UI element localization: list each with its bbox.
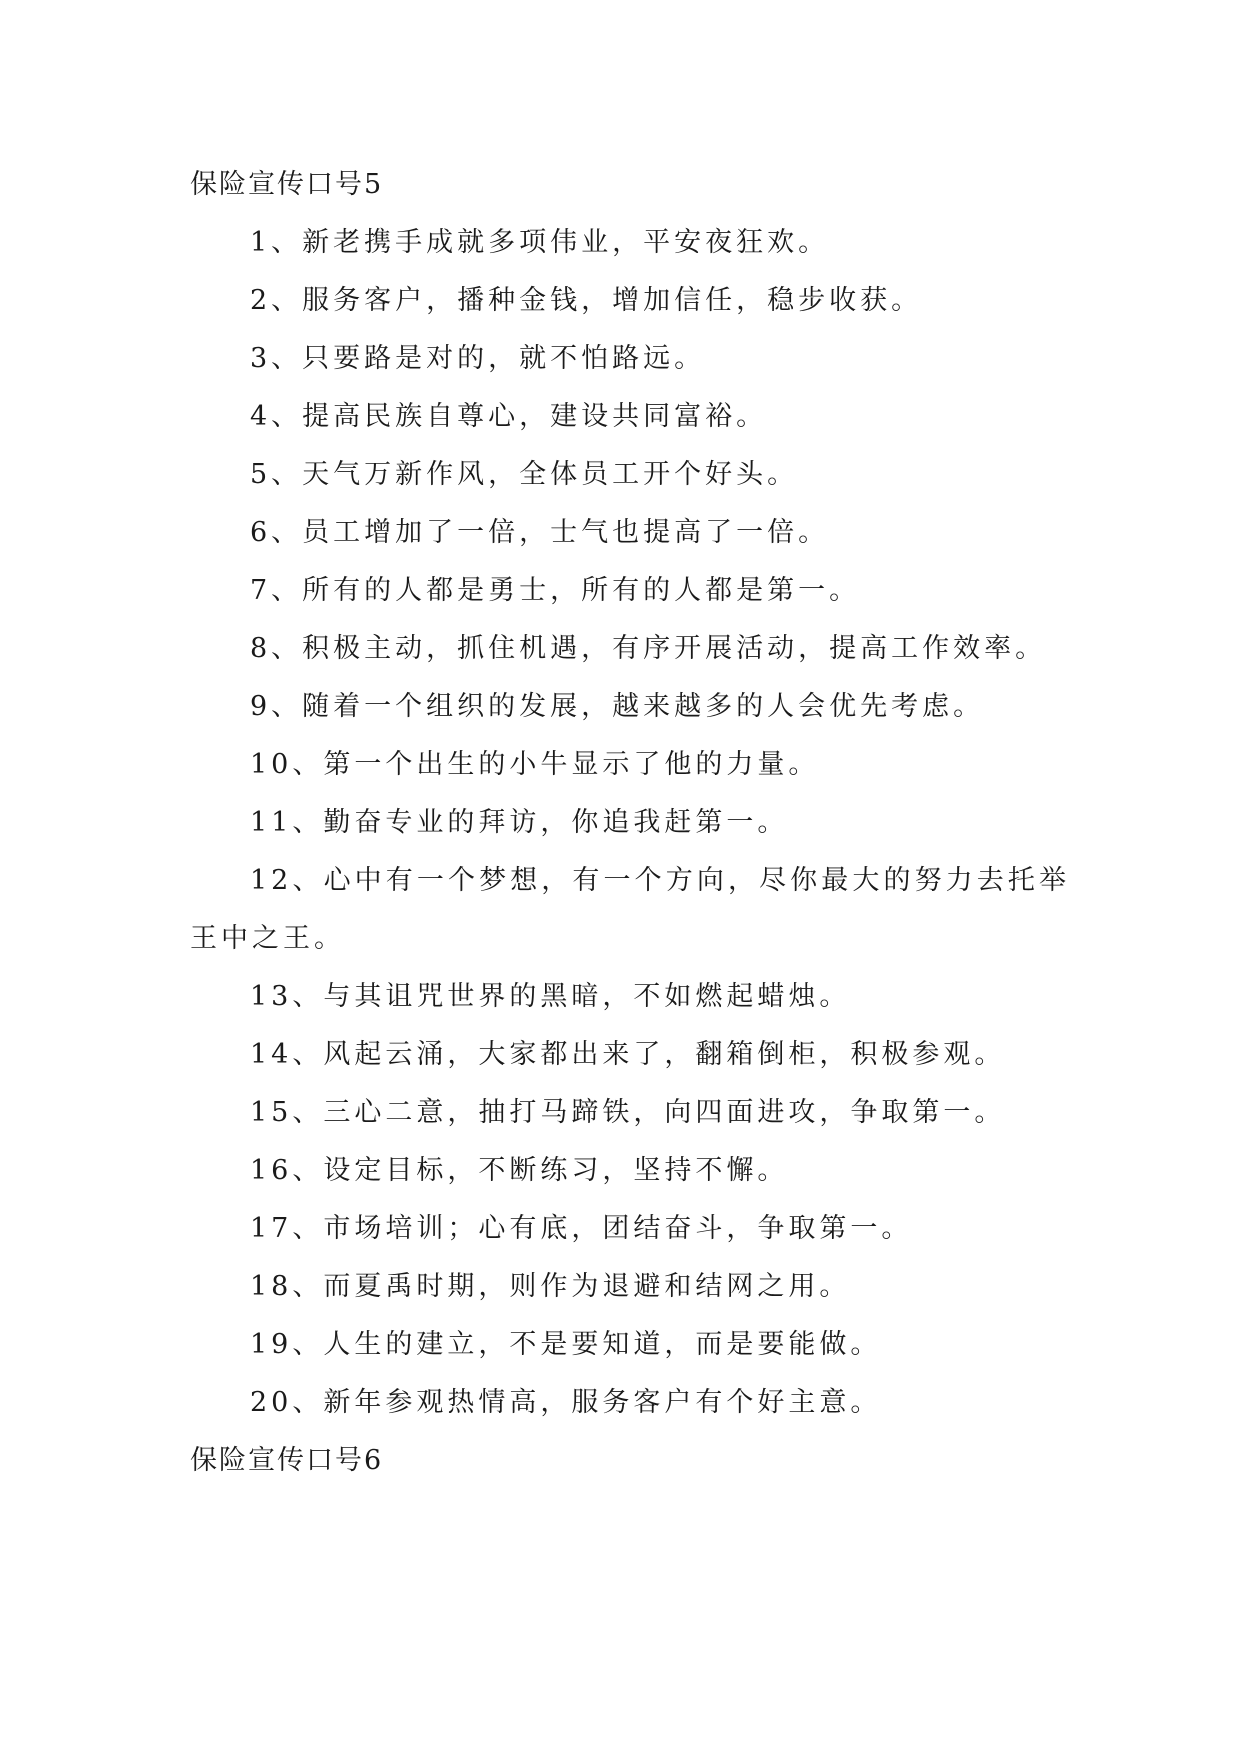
document-body <box>190 156 1070 1490</box>
list-item: 19、人生的建立，不是要知道，而是要能做。 <box>250 1329 882 1360</box>
list-item: 1、新老携手成就多项伟业，平安夜狂欢。 <box>250 227 830 258</box>
list-item: 5、天气万新作风，全体员工开个好头。 <box>250 459 799 490</box>
list-item: 15、三心二意，抽打马蹄铁，向四面进攻，争取第一。 <box>250 1097 1006 1128</box>
list-item: 12、心中有一个梦想，有一个方向，尽你最大的努力去托举王中之王。 <box>190 865 1070 954</box>
list-item: 13、与其诅咒世界的黑暗，不如燃起蜡烛。 <box>250 981 851 1012</box>
list-item: 2、服务客户，播种金钱，增加信任，稳步收获。 <box>250 285 923 316</box>
list-item: 7、所有的人都是勇士，所有的人都是第一。 <box>250 575 861 606</box>
list-item: 18、而夏禹时期，则作为退避和结网之用。 <box>250 1271 851 1302</box>
list-item: 8、积极主动，抓住机遇，有序开展活动，提高工作效率。 <box>250 633 1047 664</box>
list-item: 3、只要路是对的，就不怕路远。 <box>250 343 706 374</box>
list-item: 9、随着一个组织的发展，越来越多的人会优先考虑。 <box>250 691 985 722</box>
section-heading: 保险宣传口号5 <box>190 169 384 200</box>
list-item: 17、市场培训；心有底，团结奋斗，争取第一。 <box>250 1213 913 1244</box>
list-item: 20、新年参观热情高，服务客户有个好主意。 <box>250 1387 882 1418</box>
list-item: 11、勤奋专业的拜访，你追我赶第一。 <box>250 807 789 838</box>
list-item: 10、第一个出生的小牛显示了他的力量。 <box>250 749 820 780</box>
list-item: 14、风起云涌，大家都出来了，翻箱倒柜，积极参观。 <box>250 1039 1006 1070</box>
list-item: 16、设定目标，不断练习，坚持不懈。 <box>250 1155 789 1186</box>
section-heading: 保险宣传口号6 <box>190 1445 384 1476</box>
list-item: 6、员工增加了一倍，士气也提高了一倍。 <box>250 517 830 548</box>
list-item: 4、提高民族自尊心，建设共同富裕。 <box>250 401 768 432</box>
